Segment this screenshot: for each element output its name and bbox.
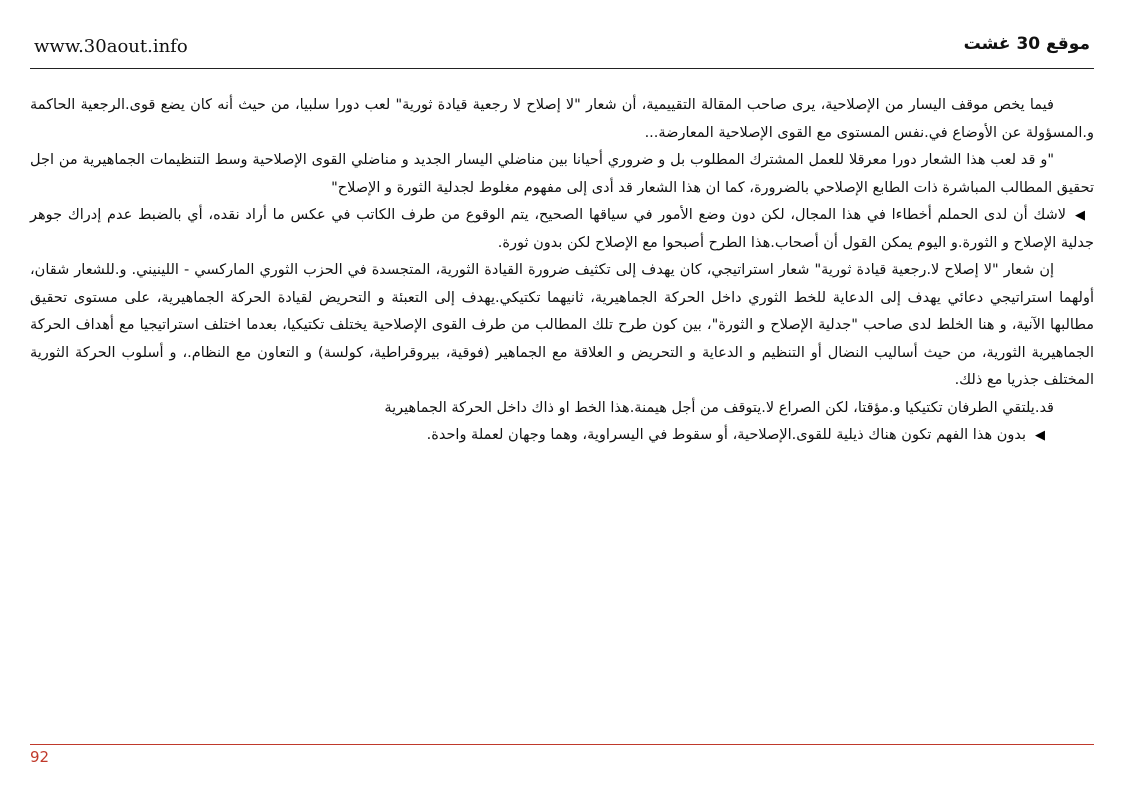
paragraph-6 bbox=[30, 422, 1094, 450]
site-url: www.30aout.info bbox=[34, 36, 188, 57]
paragraph-5: قد.يلتقي الطرفان تكتيكيا و.مؤقتا، لكن الصراع لا.يتوقف من أجل هيمنة.هذا الخط او ذاك داخل الحركة الجماهيرية bbox=[384, 399, 1054, 416]
footer-divider bbox=[30, 744, 1094, 745]
paragraph-4: إن شعار "لا إصلاح لا.رجعية قيادة ثورية" شعار استراتيجي، كان يهدف إلى تكثيف ضرورة القيادة الثورية، المتجسدة في الحزب الثوري الماركسي - اللينيني. و.للشعار شقان، أولهما استراتيجي دعائي يهدف إلى الدعاية للخط الثوري داخل الحركة الجماهيرية، ثانيهما تكتيكي.يهدف إلى التعبئة و التحريض لقيادة الحركة الجماهيرية، على مستوى تحقيق مطالبها الآنية، و هنا الخلط لدى صاحب "جدلية الإصلاح و الثورة"، بين كون طرح تلك المطالب من طرف القوى الإصلاحية يختلف تكتيكيا، بعدما اختلف استراتيجيا مع أهداف الحركة الجماهيرية الثورية، من حيث أساليب النضال أو التنظيم و الدعاية و التحريض و العلاقة مع الجماهير (فوقية، بيروقراطية، كولسة) و التعاون مع النظام.، و أسلوب الحركة الثورية المختلف جذريا مع ذلك. bbox=[30, 262, 1094, 388]
article-body bbox=[30, 92, 1094, 450]
paragraph-2-quote: "و قد لعب هذا الشعار دورا معرقلا للعمل المشترك المطلوب بل و ضروري أحيانا بين مناضلي اليسار الجديد و مناضلي القوى الإصلاحية وسط التنظيمات الجماهيرية من اجل تحقيق المطالب المباشرة ذات الطابع الإصلاحي بالضرورة، كما ان هذا الشعار قد أدى إلى مفهوم مغلوط لجدلية الثورة و الإصلاح" bbox=[30, 152, 1094, 196]
paragraph-1: فيما يخص موقف اليسار من الإصلاحية، يرى صاحب المقالة التقييمية، أن شعار "لا إصلاح لا رجعية قيادة ثورية" لعب دورا سلبيا، من حيث أنه كان يضع قوى.الرجعية الحاكمة و.المسؤولة عن الأوضاع في.نفس المستوى مع القوى الإصلاحية المعارضة... bbox=[30, 97, 1094, 141]
paragraph-3 bbox=[30, 202, 1094, 257]
arrow-bullet-icon: ◀ bbox=[1075, 208, 1085, 223]
page-number: 92 bbox=[30, 748, 50, 766]
arrow-bullet-icon: ◀ bbox=[1035, 428, 1045, 443]
site-title: موقع 30 غشت bbox=[963, 34, 1090, 54]
paragraph-6-text: بدون هذا الفهم تكون هناك ذيلية للقوى.الإصلاحية، أو سقوط في اليسراوية، وهما وجهان لعملة واحدة. bbox=[426, 427, 1026, 443]
page-header bbox=[30, 32, 1094, 69]
paragraph-3-text: لاشك أن لدى الحملم أخطاءا في هذا المجال، لكن دون وضع الأمور في سياقها الصحيح، يتم الوقوع من طرف الكاتب في عكس ما أراد نقده، أي بالضبط عدم إدراك جوهر جدلية الإصلاح و الثورة.و اليوم يمكن القول أن أصحاب.هذا الطرح أصبحوا مع الإصلاح لكن بدون ثورة. bbox=[30, 207, 1094, 251]
